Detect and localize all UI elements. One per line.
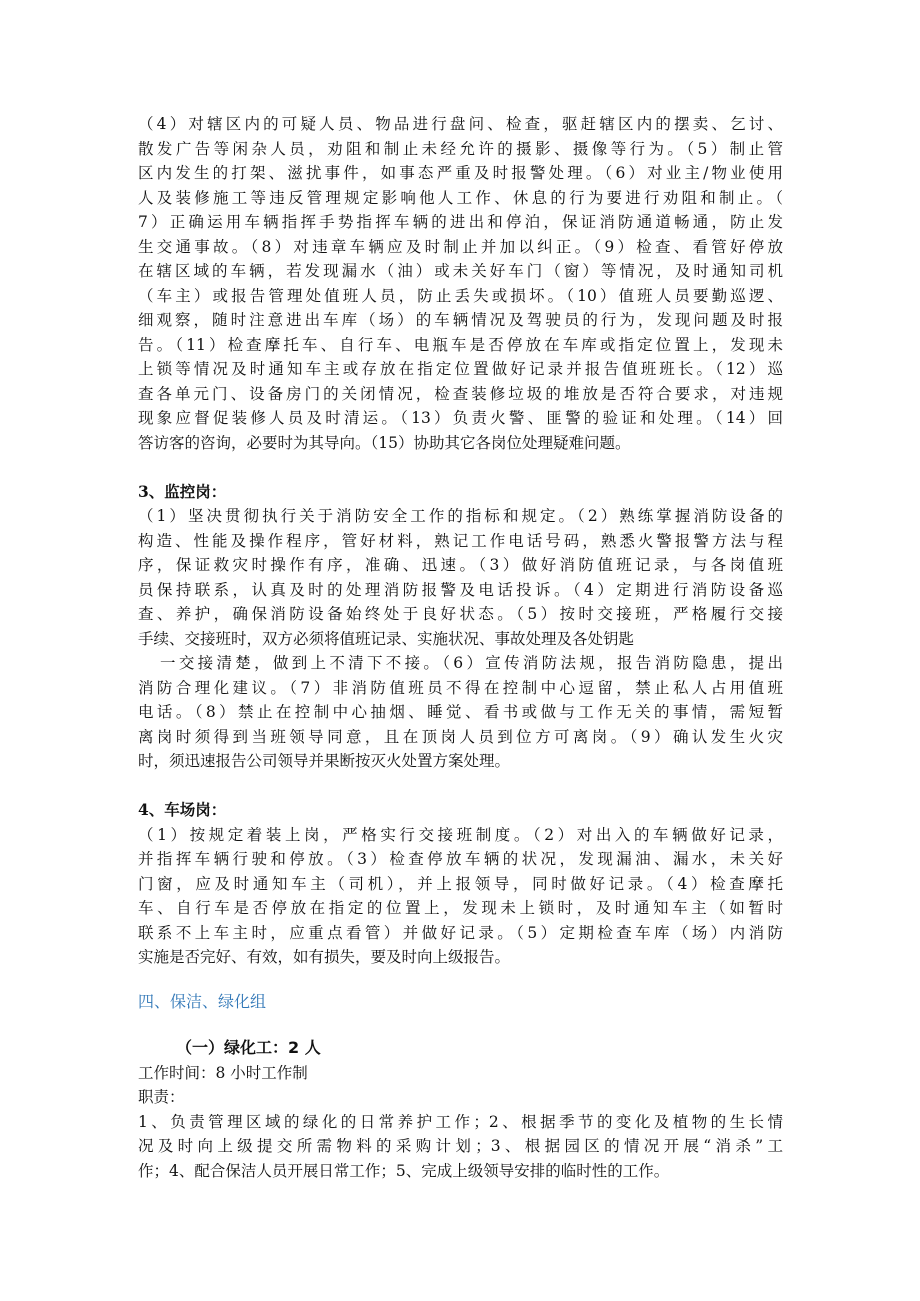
- paragraph-line: 电话。（8）禁止在控制中心抽烟、睡觉、看书或做与工作无关的事情，需短暂: [138, 703, 783, 721]
- monitor-post-heading: 3、监控岗：: [138, 481, 227, 501]
- paragraph-line: 现象应督促装修人员及时清运。（13）负责火警、匪警的验证和处理。（14）回: [138, 409, 783, 427]
- greening-duties-paragraph: [138, 1110, 783, 1184]
- paragraph-line: 离岗时须得到当班领导同意，且在顶岗人员到位方可离岗。（9）确认发生火灾: [138, 727, 783, 746]
- paragraph-line: 在辖区域的车辆，若发现漏水（油）或未关好车门（窗）等情况，及时通知司机: [138, 262, 783, 280]
- paragraph-line: 构造、性能及操作程序，管好材料，熟记工作电话号码，熟悉火警报警方法与程: [138, 531, 783, 550]
- paragraph-line: （1）坚决贯彻执行关于消防安全工作的指标和规定。（2）熟练掌握消防设备的: [138, 507, 783, 525]
- paragraph-line: （1）按规定着装上岗，严格实行交接班制度。（2）对出入的车辆做好记录，: [138, 825, 783, 844]
- paragraph-line: 员保持联系，认真及时的处理消防报警及电话投诉。（4）定期进行消防设备巡: [138, 580, 783, 599]
- monitor-post-paragraph-continued: [138, 676, 783, 774]
- paragraph-line: 1、负责管理区域的绿化的日常养护工作；2、根据季节的变化及植物的生长情: [138, 1112, 783, 1131]
- paragraph-line: 联系不上车主时，应重点看管）并做好记录。（5）定期检查车库（场）内消防: [138, 923, 783, 942]
- paragraph-line: 细观察，随时注意进出车库（场）的车辆情况及驾驶员的行为，发现问题及时报: [138, 311, 783, 329]
- paragraph-line: 一交接清楚，做到上不清下不接。（6）宣传消防法规，报告消防隐患，提出: [160, 654, 783, 672]
- spacer: [138, 970, 783, 990]
- duties-label: 职责：: [138, 1088, 185, 1106]
- paragraph-line: 上锁等情况及时通知车主或存放在指定位置做好记录并报告值班班长。（12）巡: [138, 360, 783, 378]
- paragraph-line: 生交通事故。（8）对违章车辆应及时制止并加以纠正。（9）检查、看管好停放: [138, 237, 783, 256]
- paragraph-line: 况及时向上级提交所需物料的采购计划；3、根据园区的情况开展“消杀”工: [138, 1137, 783, 1155]
- paragraph-line: 查各单元门、设备房门的关闭情况，检查装修垃圾的堆放是否符合要求，对违规: [138, 384, 783, 403]
- document-page: [138, 112, 783, 1183]
- greening-heading: （一）绿化工：2 人: [176, 1038, 321, 1057]
- paragraph-line: 7）正确运用车辆指挥手势指挥车辆的进出和停泊，保证消防通道畅通，防止发: [138, 213, 783, 231]
- paragraph-line: 序，保证救灾时操作有序，准确、迅速。（3）做好消防值班记录，与各岗值班: [138, 556, 783, 574]
- work-time-text: 工作时间：8 小时工作制: [138, 1063, 308, 1082]
- monitor-post-paragraph: [138, 504, 783, 651]
- parking-post-paragraph: [138, 823, 783, 970]
- paragraph-line: 作；4、配合保洁人员开展日常工作；5、完成上级领导安排的临时性的工作。: [138, 1161, 670, 1180]
- spacer: [138, 455, 783, 480]
- paragraph-line: 消防合理化建议。（7）非消防值班员不得在控制中心逗留，禁止私人占用值班: [138, 678, 783, 697]
- parking-post-heading: 4、车场岗：: [138, 800, 227, 819]
- paragraph-line: 手续、交接班时，双方必须将值班记录、实施状况、事故处理及各处钥匙: [138, 629, 635, 648]
- paragraph-line: 时，须迅速报告公司领导并果断按灭火处置方案处理。: [138, 752, 511, 770]
- paragraph-line: 并指挥车辆行驶和停放。（3）检查停放车辆的状况，发现漏油、漏水，未关好: [138, 850, 783, 868]
- paragraph-line: （4）对辖区内的可疑人员、物品进行盘问、检查，驱赶辖区内的摆卖、乞讨、: [138, 115, 783, 133]
- spacer: [138, 1014, 783, 1036]
- paragraph-line: 车、自行车是否停放在指定的位置上，发现未上锁时，及时通知车主（如暂时: [138, 899, 783, 917]
- paragraph-line: 门窗，应及时通知车主（司机），并上报领导，同时做好记录。（4）检查摩托: [138, 874, 783, 893]
- paragraph-line: 区内发生的打架、滋扰事件，如事态严重及时报警处理。（6）对业主/物业使用: [138, 164, 783, 182]
- paragraph-line: 实施是否完好、有效，如有损失，要及时向上级报告。: [138, 948, 511, 966]
- paragraph-line: 散发广告等闲杂人员，劝阻和制止未经允许的摄影、摄像等行为。（5）制止管: [138, 139, 783, 158]
- section-title-cleaning: 四、保洁、绿化组: [138, 991, 267, 1011]
- monitor-post-indent-line: [138, 651, 783, 676]
- paragraph-line: 答访客的咨询，必要时为其导向。（15）协助其它各岗位处理疑难问题。: [138, 433, 631, 452]
- paragraph-line: （车主）或报告管理处值班人员，防止丢失或损坏。（10）值班人员要勤巡逻、: [138, 286, 783, 305]
- paragraph-line: 告。（11）检查摩托车、自行车、电瓶车是否停放在车库或指定位置上，发现未: [138, 335, 783, 354]
- patrol-duties-paragraph: [138, 112, 783, 455]
- paragraph-line: 人及装修施工等违反管理规定影响他人工作、休息的行为要进行劝阻和制止。（: [138, 188, 783, 207]
- paragraph-line: 查、养护，确保消防设备始终处于良好状态。（5）按时交接班，严格履行交接: [138, 605, 783, 623]
- spacer: [138, 774, 783, 799]
